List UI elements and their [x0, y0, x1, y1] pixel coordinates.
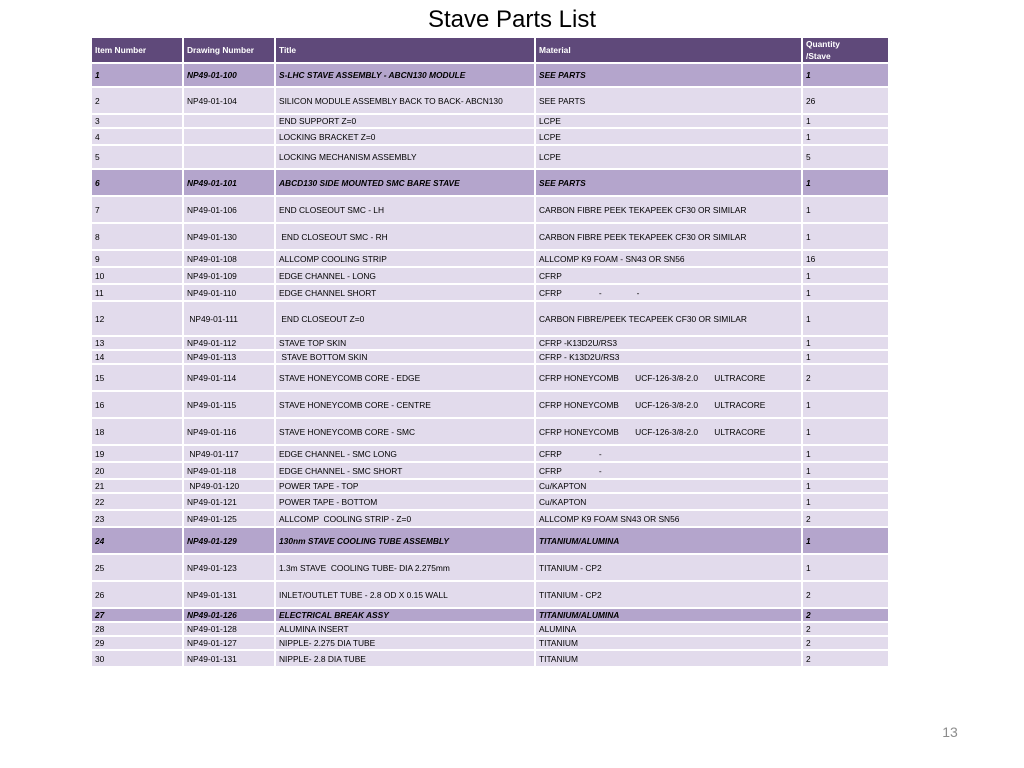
- cell-material: SEE PARTS: [536, 88, 803, 115]
- cell-material: TITANIUM - CP2: [536, 555, 803, 582]
- cell-drawing-number: NP49-01-100: [184, 64, 276, 88]
- cell-title: STAVE TOP SKIN: [276, 337, 536, 351]
- cell-item-number: 15: [92, 365, 184, 392]
- cell-title: EDGE CHANNEL - LONG: [276, 268, 536, 285]
- table-row: [92, 302, 890, 337]
- cell-title: LOCKING BRACKET Z=0: [276, 129, 536, 146]
- cell-material: SEE PARTS: [536, 64, 803, 88]
- cell-item-number: 8: [92, 224, 184, 251]
- cell-material: ALLCOMP K9 FOAM SN43 OR SN56: [536, 511, 803, 528]
- cell-material: TITANIUM - CP2: [536, 582, 803, 609]
- cell-quantity: 1: [803, 268, 890, 285]
- cell-item-number: 4: [92, 129, 184, 146]
- slide-title: Stave Parts List: [427, 6, 597, 33]
- cell-drawing-number: NP49-01-113: [184, 351, 276, 365]
- cell-material: CFRP - -: [536, 285, 803, 302]
- cell-drawing-number: NP49-01-120: [184, 480, 276, 494]
- cell-drawing-number: NP49-01-121: [184, 494, 276, 511]
- cell-quantity: 1: [803, 528, 890, 555]
- table-row: [92, 582, 890, 609]
- cell-title: LOCKING MECHANISM ASSEMBLY: [276, 146, 536, 170]
- cell-item-number: 16: [92, 392, 184, 419]
- cell-quantity: 2: [803, 651, 890, 668]
- header-quantity-per-stave: [803, 38, 890, 64]
- cell-item-number: 14: [92, 351, 184, 365]
- cell-material: Cu/KAPTON: [536, 494, 803, 511]
- cell-item-number: 28: [92, 623, 184, 637]
- table-row: [92, 480, 890, 494]
- cell-title: STAVE HONEYCOMB CORE - EDGE: [276, 365, 536, 392]
- cell-title: END CLOSEOUT SMC - LH: [276, 197, 536, 224]
- cell-drawing-number: NP49-01-127: [184, 637, 276, 651]
- table-row: [92, 197, 890, 224]
- cell-drawing-number: NP49-01-128: [184, 623, 276, 637]
- cell-title: 130nm STAVE COOLING TUBE ASSEMBLY: [276, 528, 536, 555]
- header-quantity-label: Quantity /Stave: [806, 39, 840, 61]
- cell-item-number: 3: [92, 115, 184, 129]
- cell-title: EDGE CHANNEL SHORT: [276, 285, 536, 302]
- table-row: [92, 251, 890, 268]
- table-row: [92, 511, 890, 528]
- cell-material: LCPE: [536, 129, 803, 146]
- cell-item-number: 19: [92, 446, 184, 463]
- cell-item-number: 9: [92, 251, 184, 268]
- cell-material: TITANIUM/ALUMINA: [536, 528, 803, 555]
- cell-quantity: 1: [803, 64, 890, 88]
- cell-item-number: 1: [92, 64, 184, 88]
- cell-item-number: 5: [92, 146, 184, 170]
- cell-item-number: 12: [92, 302, 184, 337]
- cell-drawing-number: NP49-01-118: [184, 463, 276, 480]
- cell-drawing-number: NP49-01-111: [184, 302, 276, 337]
- cell-title: STAVE HONEYCOMB CORE - CENTRE: [276, 392, 536, 419]
- table-row: [92, 419, 890, 446]
- header-material: Material: [536, 38, 803, 64]
- cell-drawing-number: NP49-01-131: [184, 582, 276, 609]
- cell-quantity: 1: [803, 129, 890, 146]
- cell-material: TITANIUM: [536, 651, 803, 668]
- cell-title: NIPPLE- 2.275 DIA TUBE: [276, 637, 536, 651]
- cell-drawing-number: NP49-01-114: [184, 365, 276, 392]
- cell-title: ALLCOMP COOLING STRIP - Z=0: [276, 511, 536, 528]
- table-row: [92, 528, 890, 555]
- cell-title: POWER TAPE - BOTTOM: [276, 494, 536, 511]
- cell-quantity: 1: [803, 170, 890, 197]
- cell-item-number: 24: [92, 528, 184, 555]
- cell-material: TITANIUM: [536, 637, 803, 651]
- cell-item-number: 21: [92, 480, 184, 494]
- cell-material: ALLCOMP K9 FOAM - SN43 OR SN56: [536, 251, 803, 268]
- table-row: [92, 494, 890, 511]
- cell-item-number: 18: [92, 419, 184, 446]
- header-item-number: Item Number: [92, 38, 184, 64]
- table-row: [92, 88, 890, 115]
- cell-item-number: 30: [92, 651, 184, 668]
- cell-item-number: 6: [92, 170, 184, 197]
- cell-material: CFRP HONEYCOMB UCF-126-3/8-2.0 ULTRACORE: [536, 419, 803, 446]
- table-body: [92, 64, 890, 668]
- cell-quantity: 2: [803, 511, 890, 528]
- cell-drawing-number: NP49-01-106: [184, 197, 276, 224]
- cell-drawing-number: NP49-01-117: [184, 446, 276, 463]
- cell-drawing-number: NP49-01-110: [184, 285, 276, 302]
- cell-item-number: 23: [92, 511, 184, 528]
- cell-material: CFRP HONEYCOMB UCF-126-3/8-2.0 ULTRACORE: [536, 392, 803, 419]
- cell-drawing-number: [184, 146, 276, 170]
- cell-drawing-number: NP49-01-130: [184, 224, 276, 251]
- cell-item-number: 22: [92, 494, 184, 511]
- cell-quantity: 1: [803, 494, 890, 511]
- cell-title: EDGE CHANNEL - SMC LONG: [276, 446, 536, 463]
- header-drawing-number: Drawing Number: [184, 38, 276, 64]
- table-row: [92, 146, 890, 170]
- cell-quantity: 1: [803, 115, 890, 129]
- cell-title: INLET/OUTLET TUBE - 2.8 OD X 0.15 WALL: [276, 582, 536, 609]
- cell-material: LCPE: [536, 115, 803, 129]
- table-row: [92, 637, 890, 651]
- cell-material: CARBON FIBRE PEEK TEKAPEEK CF30 OR SIMILAR: [536, 197, 803, 224]
- cell-drawing-number: NP49-01-101: [184, 170, 276, 197]
- cell-quantity: 1: [803, 224, 890, 251]
- cell-quantity: 1: [803, 302, 890, 337]
- cell-drawing-number: NP49-01-126: [184, 609, 276, 623]
- cell-material: TITANIUM/ALUMINA: [536, 609, 803, 623]
- table-row: [92, 609, 890, 623]
- cell-item-number: 2: [92, 88, 184, 115]
- table-row: [92, 446, 890, 463]
- cell-drawing-number: NP49-01-125: [184, 511, 276, 528]
- cell-title: EDGE CHANNEL - SMC SHORT: [276, 463, 536, 480]
- cell-title: ABCD130 SIDE MOUNTED SMC BARE STAVE: [276, 170, 536, 197]
- table-row: [92, 337, 890, 351]
- cell-drawing-number: [184, 115, 276, 129]
- cell-drawing-number: NP49-01-108: [184, 251, 276, 268]
- cell-title: ALUMINA INSERT: [276, 623, 536, 637]
- cell-material: SEE PARTS: [536, 170, 803, 197]
- table-row: [92, 351, 890, 365]
- table-header-row: [92, 38, 890, 64]
- cell-quantity: 1: [803, 285, 890, 302]
- cell-title: END CLOSEOUT Z=0: [276, 302, 536, 337]
- cell-title: END CLOSEOUT SMC - RH: [276, 224, 536, 251]
- cell-quantity: 1: [803, 555, 890, 582]
- cell-material: CFRP -K13D2U/RS3: [536, 337, 803, 351]
- cell-title: S-LHC STAVE ASSEMBLY - ABCN130 MODULE: [276, 64, 536, 88]
- cell-quantity: 2: [803, 365, 890, 392]
- table-row: [92, 64, 890, 88]
- cell-quantity: 1: [803, 337, 890, 351]
- cell-material: CFRP - K13D2U/RS3: [536, 351, 803, 365]
- header-title: Title: [276, 38, 536, 64]
- cell-title: ALLCOMP COOLING STRIP: [276, 251, 536, 268]
- cell-drawing-number: NP49-01-131: [184, 651, 276, 668]
- cell-drawing-number: NP49-01-115: [184, 392, 276, 419]
- table-row: [92, 285, 890, 302]
- table-row: [92, 129, 890, 146]
- cell-material: CFRP HONEYCOMB UCF-126-3/8-2.0 ULTRACORE: [536, 365, 803, 392]
- table-row: [92, 651, 890, 668]
- cell-item-number: 26: [92, 582, 184, 609]
- table-row: [92, 463, 890, 480]
- cell-item-number: 11: [92, 285, 184, 302]
- cell-item-number: 13: [92, 337, 184, 351]
- cell-drawing-number: NP49-01-104: [184, 88, 276, 115]
- cell-drawing-number: NP49-01-129: [184, 528, 276, 555]
- table-row: [92, 555, 890, 582]
- cell-title: ELECTRICAL BREAK ASSY: [276, 609, 536, 623]
- cell-item-number: 29: [92, 637, 184, 651]
- cell-title: STAVE HONEYCOMB CORE - SMC: [276, 419, 536, 446]
- cell-drawing-number: [184, 129, 276, 146]
- table-row: [92, 170, 890, 197]
- cell-material: LCPE: [536, 146, 803, 170]
- cell-quantity: 16: [803, 251, 890, 268]
- cell-material: CFRP -: [536, 446, 803, 463]
- cell-drawing-number: NP49-01-109: [184, 268, 276, 285]
- cell-item-number: 25: [92, 555, 184, 582]
- cell-title: SILICON MODULE ASSEMBLY BACK TO BACK- ABCN130: [276, 88, 536, 115]
- table-row: [92, 115, 890, 129]
- cell-quantity: 1: [803, 197, 890, 224]
- parts-table: [92, 38, 890, 668]
- cell-title: 1.3m STAVE COOLING TUBE- DIA 2.275mm: [276, 555, 536, 582]
- cell-item-number: 7: [92, 197, 184, 224]
- cell-drawing-number: NP49-01-116: [184, 419, 276, 446]
- page-number: 13: [942, 724, 958, 740]
- cell-quantity: 1: [803, 463, 890, 480]
- cell-material: CARBON FIBRE PEEK TEKAPEEK CF30 OR SIMILAR: [536, 224, 803, 251]
- cell-quantity: 2: [803, 637, 890, 651]
- cell-title: STAVE BOTTOM SKIN: [276, 351, 536, 365]
- cell-drawing-number: NP49-01-112: [184, 337, 276, 351]
- cell-quantity: 2: [803, 609, 890, 623]
- cell-quantity: 26: [803, 88, 890, 115]
- cell-quantity: 1: [803, 419, 890, 446]
- cell-drawing-number: NP49-01-123: [184, 555, 276, 582]
- table-row: [92, 392, 890, 419]
- cell-quantity: 5: [803, 146, 890, 170]
- cell-item-number: 27: [92, 609, 184, 623]
- cell-quantity: 1: [803, 480, 890, 494]
- cell-material: ALUMINA: [536, 623, 803, 637]
- cell-material: CFRP -: [536, 463, 803, 480]
- table-row: [92, 365, 890, 392]
- cell-quantity: 1: [803, 392, 890, 419]
- cell-title: NIPPLE- 2.8 DIA TUBE: [276, 651, 536, 668]
- table-row: [92, 623, 890, 637]
- cell-quantity: 1: [803, 351, 890, 365]
- table-row: [92, 224, 890, 251]
- cell-material: CFRP: [536, 268, 803, 285]
- cell-quantity: 2: [803, 623, 890, 637]
- cell-title: END SUPPORT Z=0: [276, 115, 536, 129]
- cell-material: CARBON FIBRE/PEEK TECAPEEK CF30 OR SIMILAR: [536, 302, 803, 337]
- cell-item-number: 20: [92, 463, 184, 480]
- cell-quantity: 1: [803, 446, 890, 463]
- cell-material: Cu/KAPTON: [536, 480, 803, 494]
- table-row: [92, 268, 890, 285]
- cell-item-number: 10: [92, 268, 184, 285]
- cell-title: POWER TAPE - TOP: [276, 480, 536, 494]
- cell-quantity: 2: [803, 582, 890, 609]
